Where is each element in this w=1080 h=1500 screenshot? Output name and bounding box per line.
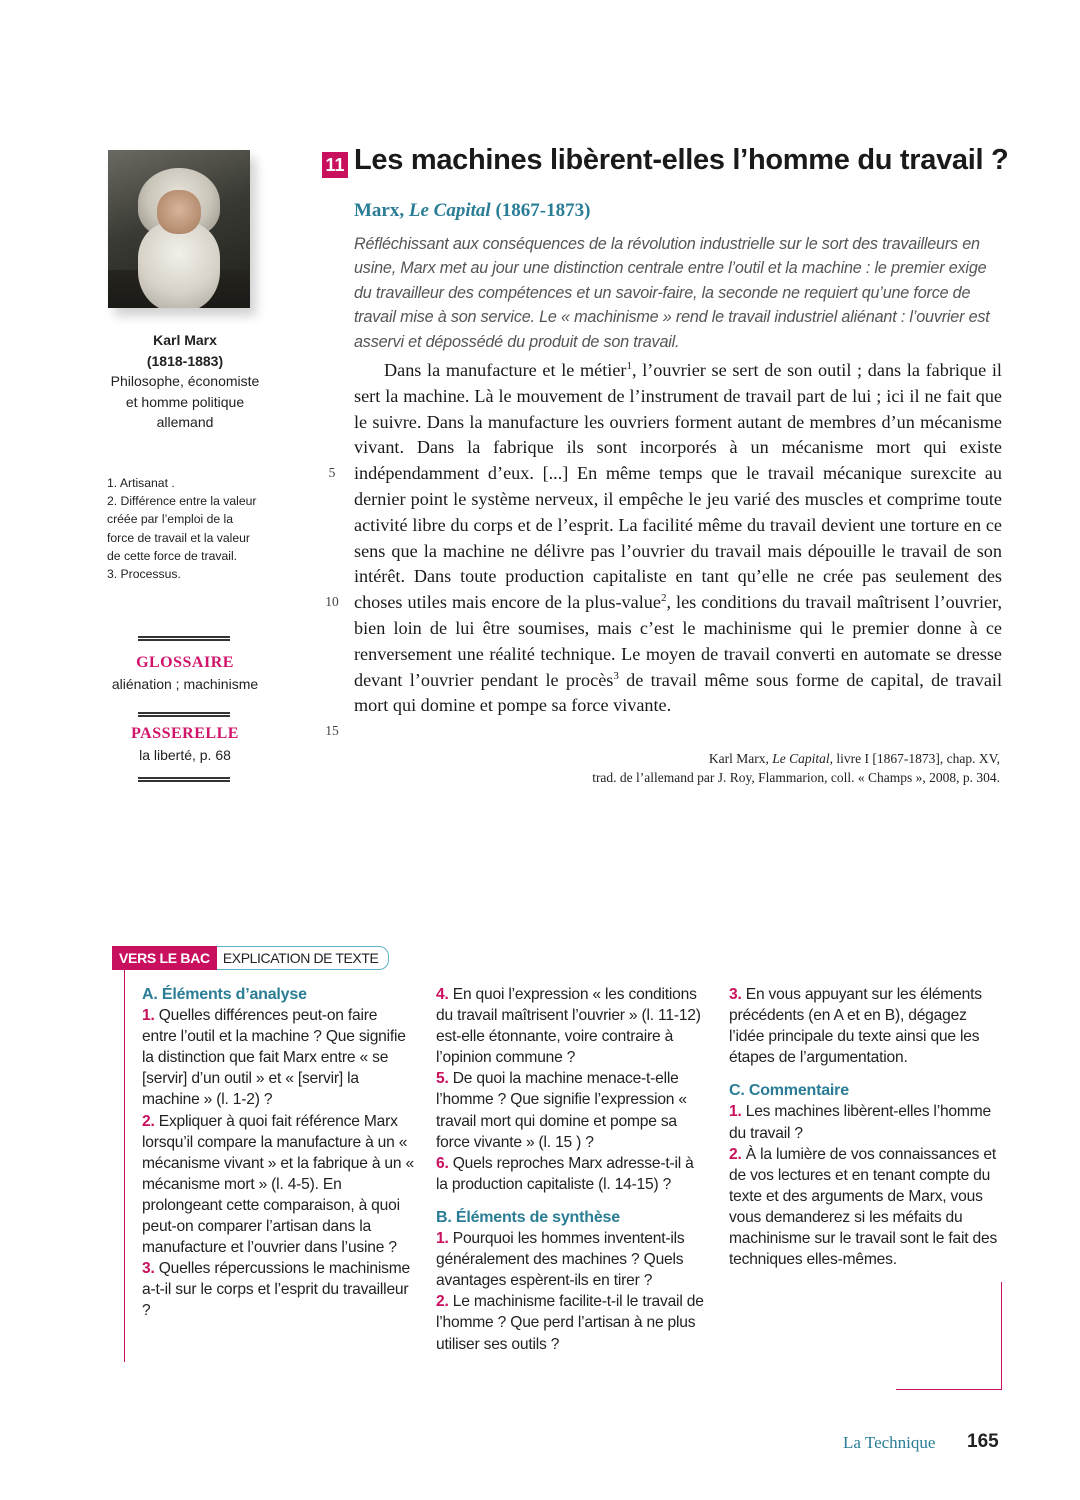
question: 5. De quoi la machine menace-t-elle l’homme ? Que signifie l’expression « travail mort qui domine et pompe sa force vivante » (l. 15 ) ? — [436, 1070, 687, 1151]
exercise-column-continued — [729, 984, 1001, 1270]
line-number: 10 — [325, 594, 339, 609]
intro-text: Réfléchissant aux conséquences de la révolution industrielle sur le sort des travailleurs en usine, Marx met au jour une distinction centrale entre l’outil et la machine : le premier exige du travailleur des compétences et un savoir-faire, la seconde ne requiert qu’une force de travail mise à son service. Le « machinisme » rend le travail industriel aliénant : l’ouvrier est asservi et dépossédé du produit de son travail. — [354, 235, 990, 351]
frame-line — [124, 970, 125, 1362]
question: 2. À la lumière de vos connaissances et de vos lectures et en tenant compte du texte et des arguments de Marx, vous vous demanderez si les méfaits du machinisme sur le travail sont le fait des techniques elles-mêmes. — [729, 1145, 998, 1269]
question: 4. En quoi l’expression « les conditions du travail maîtrisent l’ouvrier » (l. 11-12) est-elle étonnante, voire contraire à l’opinion commune ? — [436, 986, 701, 1067]
page-number: 165 — [967, 1431, 999, 1452]
bio-dates: (1818-1883) — [146, 352, 224, 369]
footer-section-title: La Technique — [843, 1433, 936, 1452]
question: 3. Quelles répercussions le machinisme a-t-il sur le corps et l’esprit du travailleur ? — [142, 1260, 411, 1320]
footnote-line: 2. Différence entre la valeur — [107, 494, 257, 509]
section-c-title: C. Commentaire — [729, 1082, 849, 1100]
exercise-column — [142, 984, 414, 1322]
passerelle-text[interactable]: la liberté, p. 68 — [139, 747, 231, 763]
question: 3. En vous appuyant sur les éléments précédents (en A et en B), dégagez l’idée principale du texte ainsi que les étapes de l’argumentation. — [729, 986, 982, 1067]
exercise-type-label: EXPLICATION DE TEXTE — [217, 946, 390, 970]
exercise-column — [436, 984, 708, 1355]
author-name: Marx, — [354, 200, 405, 221]
question: 1. Quelles différences peut-on faire entre l’outil et la machine ? Que signifie la distinction que fait Marx entre « se [servir] d’un outil » et « [servir] la machine » (l. 1-2) ? — [142, 1007, 406, 1109]
question: 2. Expliquer à quoi fait référence Marx lorsqu’il compare la manufacture à un « mécanisme vivant » et la fabrique à un « mécanisme mort » (l. 4-5). En prolongeant cette comparaison, à quoi peut-on comparer l’artisan dans la manufacture et l’ouvrier dans l’usine ? — [142, 1112, 414, 1257]
source-citation: Karl Marx, Le Capital, livre I [1867-1873], chap. XV, trad. de l’allemand par J. Roy, Flammarion, coll. « Champs », 2008, p. 304. — [592, 751, 1000, 785]
work-dates: (1867-1873) — [495, 200, 591, 221]
exercise-tab — [112, 946, 389, 970]
bio-desc: Philosophe, économiste — [110, 373, 260, 389]
author-heading — [354, 200, 590, 222]
section-a-title: A. Éléments d’analyse — [142, 986, 307, 1003]
frame-line — [896, 1389, 1002, 1390]
passerelle-title: PASSERELLE — [131, 725, 239, 742]
bio-name: Karl Marx — [153, 332, 217, 348]
text-number-badge: 11 — [322, 152, 348, 178]
divider — [138, 636, 230, 641]
footnote-line: 3. Processus. — [107, 567, 181, 582]
footnote-ref[interactable]: 2 — [660, 592, 667, 605]
work-title: Le Capital — [408, 200, 491, 221]
question: 1. Les machines libèrent-elles l’homme du travail ? — [729, 1103, 991, 1142]
glossary-text[interactable]: aliénation ; machinisme — [111, 676, 259, 692]
section-b-title: B. Éléments de synthèse — [436, 1208, 620, 1226]
footnote-ref[interactable]: 3 — [613, 669, 619, 682]
line-number: 5 — [328, 465, 336, 480]
excerpt-text: Dans la manufacture et le métier$^1$, l’ouvrier se sert de son outil ; dans la fabrique il sert la machine. Là le mouvement de l’instrument de travail part de lui ; ici il ne fait que le suivre. Dans la manufacture les ouvriers forment autant de membres d’un mécanisme vivant. Dans la fabrique ils sont incorporés à un mécanisme mort qui existe indépendamment d’eux. [...] En même temps que le travail mécanique surexcite au dernier point le système nerveux, il empêche le jeu varié des muscles et comprime toute activité libre du corps et de l’esprit. La facilité même du travail devient une torture en ce sens que la machine ne délivre pas l’ouvrier du travail mais dépouille le travail de son intérêt. Dans toute production capitaliste en tant qu’elle ne crée pas seulement des choses utiles mais encore de la plus-value$^2$, les conditions du travail maîtrisent l’ouvrier, bien loin de lui être soumises, mais c’est le machinisme qui le premier donne à ce renversement une réalité technique. Le moyen de travail converti en automate se dresse devant l’ouvrier pendant le procès$^3$ de travail même sous forme de capital, de travail mort qui domine et pompe sa force vivante. — [354, 359, 1003, 716]
glossary-title: GLOSSAIRE — [136, 654, 234, 671]
bio-desc: allemand — [156, 414, 214, 430]
divider — [138, 712, 230, 717]
divider — [138, 777, 230, 782]
author-bio — [100, 330, 270, 433]
footnote-ref[interactable]: 1 — [626, 359, 632, 372]
footnote-line: force de travail et la valeur — [107, 530, 250, 545]
line-number: 15 — [325, 723, 339, 738]
footnote-line: 1. Artisanat . — [107, 476, 175, 490]
portrait-image — [108, 150, 250, 308]
bio-desc: et homme politique — [125, 393, 245, 410]
footnotes — [107, 474, 282, 583]
question: 1. Pourquoi les hommes inventent-ils généralement des machines ? Quels avantages espèrent-ils en tirer ? — [436, 1230, 685, 1290]
footnote-line: créée par l’emploi de la — [107, 512, 234, 527]
question: 2. Le machinisme facilite-t-il le travail de l’homme ? Que perd l’artisan à ne plus utiliser ses outils ? — [436, 1293, 704, 1353]
bac-label: VERS LE BAC — [112, 946, 217, 970]
frame-line — [1001, 1282, 1002, 1390]
footnote-line: de cette force de travail. — [107, 548, 238, 563]
question: 6. Quels reproches Marx adresse-t-il à la production capitaliste (l. 14-15) ? — [436, 1154, 694, 1193]
page-title: Les machines libèrent-elles l’homme du travail ? — [354, 144, 1009, 176]
